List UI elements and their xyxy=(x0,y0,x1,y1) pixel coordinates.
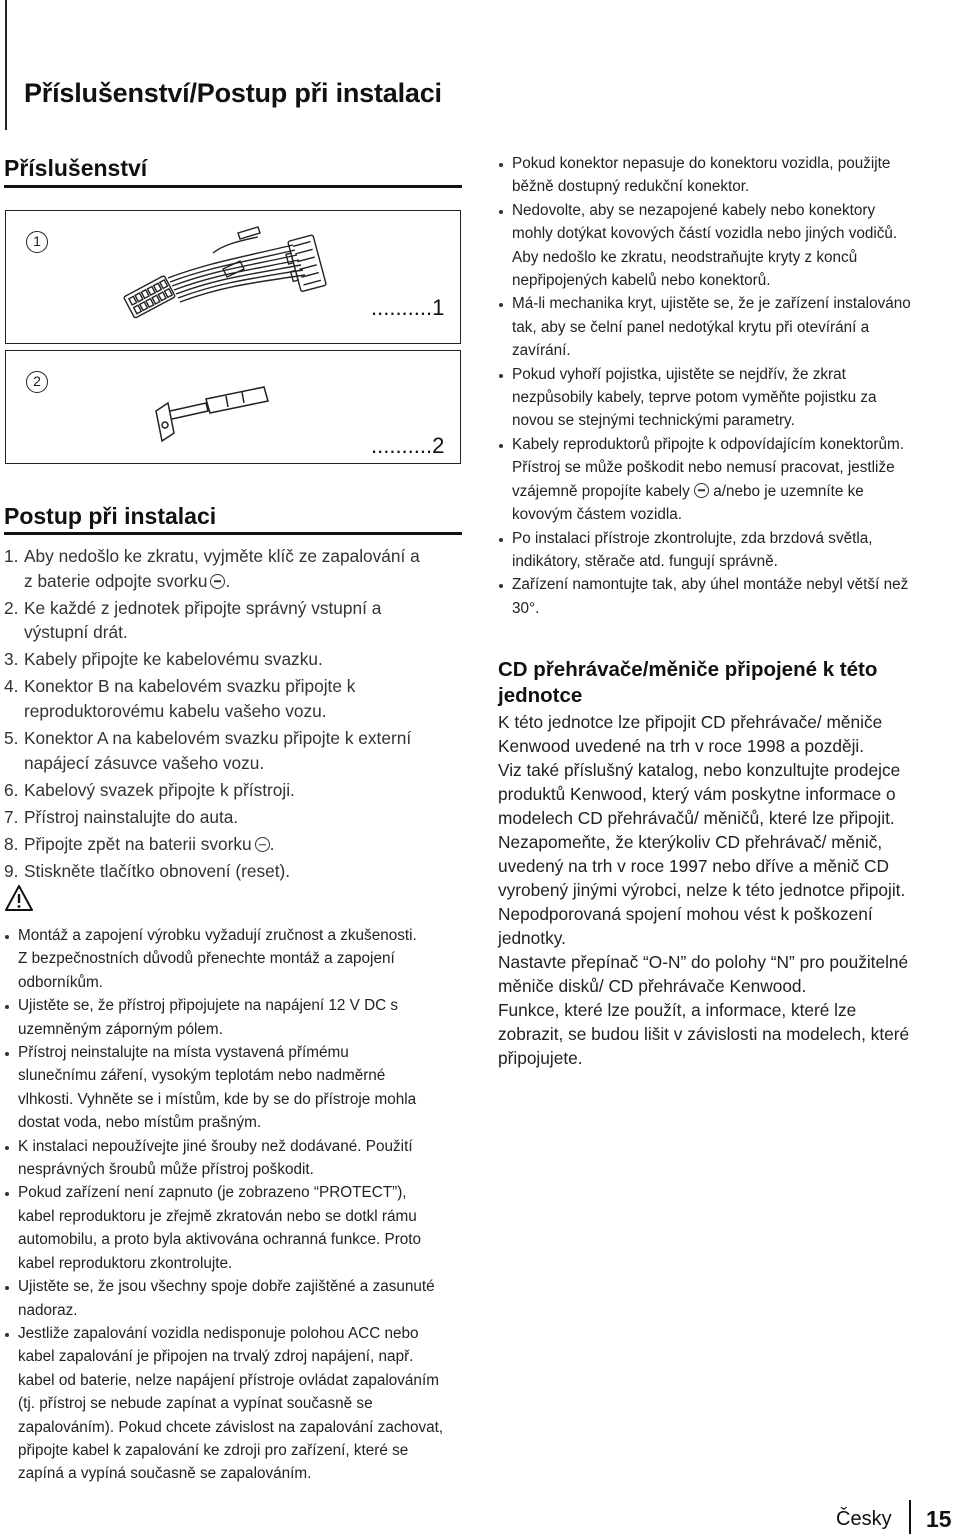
page-number: 15 xyxy=(926,1506,952,1532)
step-item: 3. Kabely připojte ke kabelovému svazku. xyxy=(4,649,323,670)
step-item: 7. Přístroj nainstalujte do auta. xyxy=(4,806,239,827)
accessories-heading-rule xyxy=(4,185,462,188)
list-item: Má-li mechanika kryt, ujistěte se, že je zařízení instalováno tak, aby se čelní panel nedotýkal krytu při otevírání a zavírání. xyxy=(498,292,958,362)
negative-terminal-icon xyxy=(255,837,270,852)
step-item: 2. Ke každé z jednotek připojte správný vstupní a výstupní drát. xyxy=(4,597,382,643)
cd-changers-heading: CD přehrávače/měniče připojené k této jednotce xyxy=(498,658,878,707)
negative-terminal-icon xyxy=(694,483,709,498)
step-item: 1. Aby nedošlo ke zkratu, vyjměte klíč ze zapalování a z baterie odpojte svorku . xyxy=(4,546,420,591)
warning-triangle-icon xyxy=(4,884,34,912)
step-item: 4. Konektor B na kabelovém svazku připojte k reproduktorovému kabelu vašeho vozu. xyxy=(4,676,356,722)
margin-rule xyxy=(5,0,7,130)
step-item: 5. Konektor A na kabelovém svazku připojte k externí napájecí zásuvce vašeho vozu. xyxy=(4,728,412,773)
step-item: 9. Stiskněte tlačítko obnovení (reset). xyxy=(4,861,291,882)
cd-changers-body: K této jednotce lze připojit CD přehrávače/ měniče Kenwood uvedené na trh v roce 1998 a později. Viz také příslušný katalog, nebo konzultujte prodejce produktů Kenwood, který vám poskytne informace o modelech CD přehrávačů/ měničů, které lze připojit. Nezapomeňte, že kterýkoliv CD přehrávač/ měnič, uvedený na trh v roce 1997 nebo dříve a měnič CD vyrobený jinými výrobci, nelze k této jednotce připojit. Nepodporovaná spojení mohou vést k poškození jednotky. Nastavte přepínač “O-N” do polohy “N” pro použitelné měniče disků/ CD přehrávače Kenwood. Funkce, které lze použít, a informace, které lze zobrazit, se budou lišit v závislosti na modelech, které připojujete. xyxy=(498,712,910,1068)
footer-language: Česky xyxy=(836,1508,892,1530)
list-item: Po instalaci přístroje zkontrolujte, zda brzdová světla, indikátory, stěrače atd. fungují správně. xyxy=(498,527,958,574)
page-title: Příslušenství/Postup při instalaci xyxy=(24,78,442,108)
list-item: Kabely reproduktorů připojte k odpovídajícím konektorům. Přístroj se může poškodit nebo nemusí pracovat, jestliže vzájemně propojíte kabely a/nebo je uzemníte ke kovovým částem vozidla. xyxy=(498,433,958,527)
item-marker-1: 1 xyxy=(26,231,48,253)
list-item: Zařízení namontujte tak, aby úhel montáže nebyl větší než 30°. xyxy=(498,573,958,620)
procedure-steps xyxy=(4,544,474,886)
list-item: Pokud vyhoří pojistka, ujistěte se nejdřív, že zkrat nezpůsobily kabely, teprve potom vyměňte pojistku za novou se stejnými technickými parametry. xyxy=(498,363,958,433)
wiring-harness-icon xyxy=(118,223,328,323)
list-item: Jestliže zapalování vozidla nedisponuje polohou ACC nebo kabel zapalování je připojen na trvalý zdroj napájení, např. kabel od baterie, nelze napájení přístroje ovládat zapalováním (tj. přístroj se nebude zapínat a vypínat současně se zapalováním). Pokud chcete závislost na zapalování zachovat, připojte kabel k zapalování ke zdroji pro zařízení, které se zapíná a vypíná současně se zapalováním. xyxy=(4,1322,474,1486)
list-item: K instalaci nepoužívejte jiné šrouby než dodávané. Použití nesprávných šroubů může přístroj poškodit. xyxy=(4,1135,474,1182)
list-item: Ujistěte se, že přístroj připojujete na napájení 12 V DC s uzemněným záporným pólem. xyxy=(4,994,474,1041)
accessories-heading: Příslušenství xyxy=(4,155,148,181)
list-item: Pokud zařízení není zapnuto (je zobrazeno “PROTECT”), kabel reproduktoru je zřejmě zkratován nebo se dotkl rámu automobilu, a proto byla aktivována ochranná funkce. Proto kabel reproduktoru zkontrolujte. xyxy=(4,1181,474,1275)
accessory-item-2 xyxy=(5,350,461,464)
footer-divider xyxy=(909,1500,911,1534)
list-item: Pokud konektor nepasuje do konektoru vozidla, použijte běžně dostupný redukční konektor. xyxy=(498,152,958,199)
accessory-item-1 xyxy=(5,210,461,344)
negative-terminal-icon xyxy=(210,574,225,589)
item-quantity-1: ..........1 xyxy=(371,295,445,320)
step-item: 8. Připojte zpět na baterii svorku . xyxy=(4,834,275,855)
procedure-heading: Postup při instalaci xyxy=(4,503,217,529)
list-item: Přístroj neinstalujte na místa vystavená přímému slunečnímu záření, vysokým teplotám nebo nadměrné vlhkosti. Vyhněte se i místům, kde by se do přístroje mohla dostat voda, nebo místům prašným. xyxy=(4,1041,474,1135)
extraction-key-icon xyxy=(146,381,316,451)
list-item: Nedovolte, aby se nezapojené kabely nebo konektory mohly dotýkat kovových částí vozidla nebo jiných vodičů. Aby nedošlo ke zkratu, neodstraňujte kryty z konců nepřipojených kabelů nebo konektorů. xyxy=(498,199,958,293)
list-item: Ujistěte se, že jsou všechny spoje dobře zajištěné a zasunuté nadoraz. xyxy=(4,1275,474,1322)
procedure-heading-rule xyxy=(4,532,462,535)
list-item: Montáž a zapojení výrobku vyžadují zručnost a zkušenosti. Z bezpečnostních důvodů přenechte montáž a zapojení odborníkům. xyxy=(4,924,474,994)
item-quantity-2: ..........2 xyxy=(371,433,445,458)
warning-bullets xyxy=(4,924,474,1486)
step-item: 6. Kabelový svazek připojte k přístroji. xyxy=(4,779,295,800)
item-marker-2: 2 xyxy=(26,371,48,393)
installation-notes-bullets xyxy=(498,152,958,620)
